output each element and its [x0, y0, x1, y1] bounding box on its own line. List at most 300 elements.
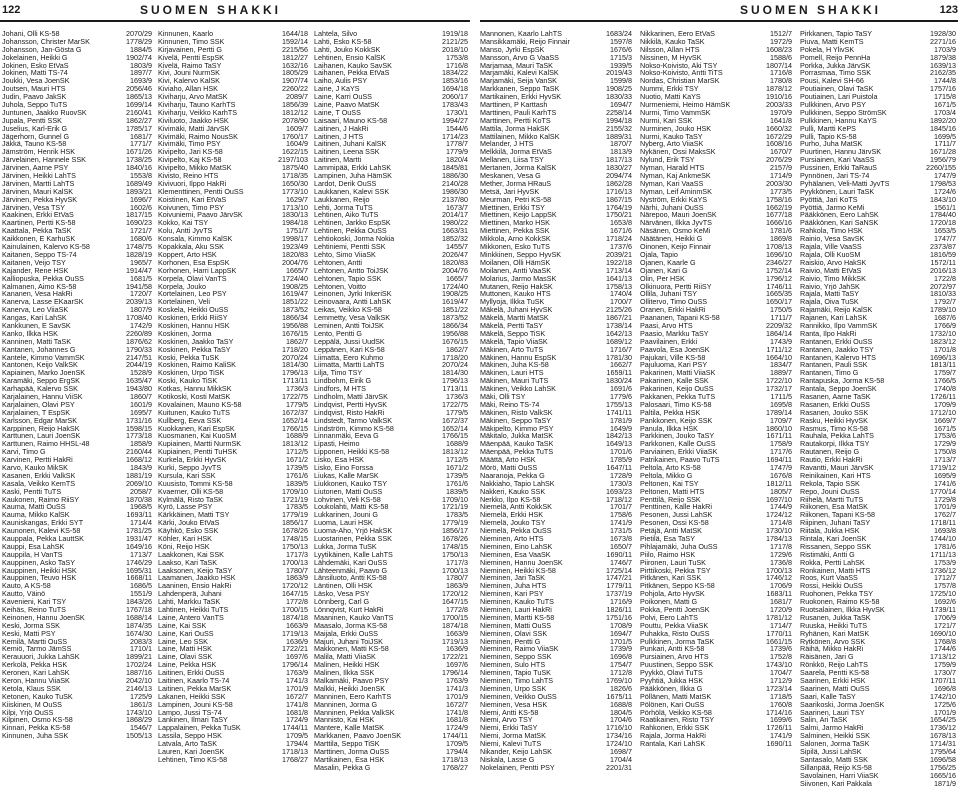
rating-row	[158, 661, 308, 669]
rating-row	[800, 62, 956, 70]
player-name: Pursiainen, Kari VaaSS	[800, 156, 875, 165]
rating-value: 1790/33	[126, 345, 152, 354]
player-name: Pakarinen, Keijo OuSS	[640, 385, 714, 393]
rating-row	[800, 464, 956, 472]
rating-value: 2260/22	[282, 85, 308, 94]
rating-value: 1717/3	[446, 558, 468, 567]
rating-value: 1721/7	[130, 227, 152, 236]
rating-value: 1676/15	[442, 337, 468, 346]
rating-value: 1629/7	[286, 195, 308, 204]
rating-row	[800, 709, 956, 717]
rating-row	[800, 290, 956, 298]
rating-row	[2, 535, 152, 543]
player-name: Olin, Per HSK	[640, 274, 685, 283]
rating-row	[800, 283, 956, 291]
rating-row	[800, 401, 956, 409]
rating-row	[640, 440, 792, 448]
rating-row	[480, 409, 632, 417]
player-name: Kavenieni, Kari TSY	[2, 598, 67, 607]
player-name: Saarinen, Erkki HSK	[800, 677, 866, 685]
rating-value: 1714/16	[766, 708, 792, 717]
rating-value: 1864/14	[766, 329, 792, 338]
rating-value: 1796/12	[766, 274, 792, 283]
rating-value: 2069/10	[126, 479, 152, 488]
rating-row	[800, 117, 956, 125]
rating-row	[158, 693, 308, 701]
player-name: Köhler, Kari HSK	[158, 535, 212, 543]
rating-value: 1718/13	[282, 748, 308, 756]
rating-row	[800, 527, 956, 535]
rating-row	[640, 425, 792, 433]
rating-value: 1747/7	[934, 235, 956, 244]
player-name: Laaksonen, Keijo TaSY	[158, 566, 233, 575]
player-name: Kauppi, Esa LahSK	[2, 542, 65, 551]
rating-value: 1813/9	[610, 148, 632, 157]
rating-value: 1867/15	[606, 195, 632, 204]
player-name: Kivisto, Reino HTS	[158, 172, 219, 180]
rating-value: 1908/25	[282, 282, 308, 291]
rating-value: 1856/17	[282, 519, 308, 528]
rating-row	[480, 46, 632, 54]
rating-row	[2, 117, 152, 125]
rating-value: 1843/26	[126, 598, 152, 607]
rating-column	[314, 30, 468, 772]
rating-value: 2039/21	[606, 250, 632, 259]
rating-value: 1876/62	[126, 337, 152, 346]
player-name: Malkamäki, Paavo PSY	[314, 677, 390, 685]
player-name: Mäkelä, Seppo TiSK	[480, 329, 546, 338]
player-name: Kilpinen, Osmo KS-58	[2, 716, 73, 725]
rating-value: 1743/10	[126, 708, 152, 717]
rating-row	[314, 567, 468, 575]
rating-value: 1712/9	[770, 677, 792, 685]
player-name: Mäenpää, Pekka TuTS	[480, 448, 554, 457]
rating-value: 1711/7	[934, 140, 956, 149]
rating-value: 1743/9	[770, 337, 792, 346]
rating-row	[640, 290, 792, 298]
player-name: Nuotio, Matti KaYS	[640, 93, 701, 102]
rating-value: 1766/9	[934, 321, 956, 330]
rating-row	[640, 567, 792, 575]
player-name: Ruokonen, Raimo KS-58	[800, 598, 880, 607]
player-name: Lehtonen, Antto ToiJSK	[314, 266, 389, 275]
rating-row	[158, 464, 308, 472]
rating-row	[800, 598, 956, 606]
rating-row	[158, 322, 308, 330]
player-name: Karlsson, Edgar MarSK	[2, 416, 78, 425]
player-name: Riikonen, Tapani KS-58	[800, 511, 875, 520]
player-name: Lukka, Jorma TuSK	[314, 542, 377, 551]
rating-value: 1746/12	[766, 574, 792, 583]
rating-row	[314, 709, 468, 717]
player-name: Lönnqvist, Kurt HakRi	[314, 606, 384, 614]
player-name: Pulkkinen, Arvo PSY	[800, 101, 866, 109]
rating-row	[480, 661, 632, 669]
player-name: Jägerhorn, Gunnel G	[2, 132, 70, 141]
player-name: Rasmus, Timo KS-58	[800, 424, 868, 433]
rating-row	[800, 30, 956, 38]
rating-value: 1673/7	[446, 203, 468, 212]
rating-value: 1813/12	[442, 448, 468, 457]
player-name: Muttonen, Kauko HTS	[480, 290, 551, 299]
rating-value: 1862/7	[446, 345, 468, 354]
rating-row	[800, 109, 956, 117]
rating-row	[800, 409, 956, 417]
rating-value: 1696/8	[934, 684, 956, 693]
rating-row	[158, 93, 308, 101]
rating-row	[800, 448, 956, 456]
rating-value: 1874/18	[282, 613, 308, 622]
rating-row	[2, 661, 152, 669]
rating-row	[158, 346, 308, 354]
player-name: Lassila, Seppo HSK	[158, 732, 222, 741]
rating-row	[640, 503, 792, 511]
rating-row	[314, 724, 468, 732]
player-name: Kaakinen, Erkki EtVaS	[2, 211, 74, 220]
player-name: Kylmälä, Risto TaSK	[158, 495, 223, 504]
rating-value: 1740/4	[610, 290, 632, 299]
rating-value: 1741/3	[286, 677, 308, 685]
player-name: Liimatta, Eero Kuhmo	[314, 353, 384, 362]
rating-row	[800, 653, 956, 661]
rating-row	[314, 440, 468, 448]
rating-value: 1663/9	[286, 621, 308, 630]
rating-row	[800, 219, 956, 227]
player-name: Santasalo, Matti SSK	[800, 755, 868, 764]
rating-row	[314, 582, 468, 590]
rating-value: 1696/7	[130, 195, 152, 204]
rating-row	[314, 393, 468, 401]
rating-row	[800, 472, 956, 480]
rating-value: 2014/17	[442, 211, 468, 220]
rating-value: 1812/12	[282, 108, 308, 117]
rating-row	[158, 46, 308, 54]
player-name: Poikonen, Matti G	[640, 598, 698, 607]
rating-row	[2, 62, 152, 70]
player-name: Kullberg, Eeva SSK	[158, 416, 222, 425]
rating-value: 1700/15	[442, 613, 468, 622]
player-name: Pihlajamäki, Juha OuSS	[640, 542, 718, 551]
rating-value: 1729/6	[770, 550, 792, 559]
rating-value: 1701/6	[610, 448, 632, 457]
player-name: Räisänen, Jari G	[800, 653, 854, 662]
rating-value: 1650/7	[610, 542, 632, 551]
rating-row	[480, 448, 632, 456]
rating-row	[800, 385, 956, 393]
rating-row	[480, 567, 632, 575]
player-name: Mäki, Olli TSY	[480, 392, 526, 401]
rating-value: 1826/6	[610, 684, 632, 693]
rating-row	[158, 425, 308, 433]
player-name: Rajala, Oiva TuSK	[800, 298, 859, 307]
rating-value: 1998/17	[282, 235, 308, 244]
right-page	[480, 0, 960, 788]
rating-value: 2070/24	[282, 353, 308, 362]
rating-row	[314, 259, 468, 267]
rating-row	[800, 417, 956, 425]
rating-value: 1779/5	[446, 408, 468, 417]
rating-row	[480, 377, 632, 385]
rating-row	[2, 385, 152, 393]
rating-row	[158, 677, 308, 685]
rating-row	[314, 164, 468, 172]
player-name: Paasi, Arvo HTS	[640, 321, 693, 330]
rating-value: 1736/3	[286, 385, 308, 393]
rating-value: 1676/6	[610, 45, 632, 54]
rating-value: 1718/24	[606, 235, 632, 244]
player-name: Nieminen, Jari TaSK	[480, 574, 545, 583]
rating-value: 1758/16	[766, 195, 792, 204]
player-name: Laine, Matti HSK	[158, 645, 212, 654]
player-name: Mether, Jorma HRauS	[480, 179, 552, 188]
player-name: Leinonen, Jyrki InkeriSK	[314, 290, 392, 299]
rating-row	[158, 756, 308, 764]
player-name: Rönkkö, Reijo LahTS	[800, 661, 868, 670]
player-name: Pitkänen, Kari SSK	[640, 574, 702, 583]
player-name: Nerkko, Ilpo KS-58	[480, 495, 541, 504]
rating-value: 1696/58	[930, 755, 956, 764]
rating-value: 1875/40	[282, 164, 308, 173]
player-name: Marttinen, Pauli KarhTS	[480, 108, 557, 117]
player-name: Jämström, Henrik HSK	[2, 148, 76, 157]
rating-row	[2, 622, 152, 630]
player-name: Lindstedt, Tarmo ValkSK	[314, 416, 393, 425]
rating-value: 1665/7	[286, 266, 308, 275]
player-name: Nokso-Koivisto, Aki TSY	[640, 61, 718, 70]
player-name: Saarikoski, Jorma JoenSK	[800, 700, 885, 709]
rating-value: 1814/30	[282, 361, 308, 370]
player-name: Laitinen, Martti	[314, 156, 362, 165]
player-name: Kurki, Seppo JyvTS	[158, 463, 222, 472]
rating-value: 1873/52	[442, 314, 468, 322]
player-name: Piilo, Raimo HSK	[640, 550, 696, 559]
player-name: Penttilä, Reijo SSK	[640, 495, 701, 504]
rating-row	[2, 330, 152, 338]
rating-value: 1865/13	[126, 93, 152, 102]
rating-row	[640, 46, 792, 54]
rating-row	[314, 401, 468, 409]
rating-value: 1714/4	[130, 519, 152, 528]
player-name: Niemelä, Erkki HSK	[480, 511, 544, 520]
player-name: Kiviharju, Veikko KarhTS	[158, 108, 238, 117]
rating-value: 1902/74	[126, 53, 152, 62]
player-name: Melkkilä, Jorma EtVaS	[480, 148, 552, 157]
rating-row	[800, 748, 956, 756]
player-name: Pousi, Kalevi SH-66	[800, 77, 864, 86]
player-name: Kapiainen, Marko JoenSK	[2, 369, 86, 378]
rating-value: 1546/7	[130, 724, 152, 733]
rating-value: 1704/4	[610, 755, 632, 764]
rating-row	[158, 338, 308, 346]
player-name: Kupiainen, Pentti TuHSK	[158, 448, 238, 457]
player-name: Malila, Matti ViiaSK	[314, 653, 376, 662]
rating-row	[158, 669, 308, 677]
player-name: Laiho, Aulis PSY	[314, 77, 368, 86]
rating-row	[158, 488, 308, 496]
player-name: Raatikainen, Risto TSY	[640, 716, 715, 725]
rating-value: 1759/9	[934, 661, 956, 670]
rating-row	[2, 85, 152, 93]
rating-value: 1660/32	[766, 124, 792, 133]
player-name: Nakkeri, Kauko SSK	[480, 487, 546, 496]
rating-value: 1699/5	[934, 132, 956, 141]
player-name: Lähdemäki, Kari OuSS	[314, 558, 388, 567]
rating-row	[314, 425, 468, 433]
player-name: Meskanen, Vesa G	[480, 172, 541, 180]
rating-value: 1713/11	[442, 385, 468, 393]
rating-row	[314, 432, 468, 440]
player-name: Pomell, Reijo PennHa	[800, 53, 871, 62]
rating-row	[640, 85, 792, 93]
rating-row	[800, 101, 956, 109]
rating-row	[480, 543, 632, 551]
player-name: Laakkonen, Kai SSK	[158, 550, 224, 559]
rating-value: 1695/8	[770, 400, 792, 409]
rating-value: 1649/16	[126, 542, 152, 551]
rating-row	[158, 385, 308, 393]
player-name: Nieminen, Sulo HTS	[480, 661, 546, 670]
rating-value: 1736/3	[446, 392, 468, 401]
rating-row	[640, 346, 792, 354]
player-name: Jokinen, Matti TS-74	[2, 69, 68, 78]
rating-value: 1681/8	[286, 708, 308, 717]
rating-value: 1693/23	[606, 487, 632, 496]
rating-value: 1830/33	[606, 93, 632, 102]
rating-row	[640, 740, 792, 748]
player-name: Jokelainen, Heikki G	[2, 53, 68, 62]
rating-row	[314, 472, 468, 480]
player-name: Pesonen, Ossi KS-58	[640, 519, 709, 528]
player-name: Pakarinen, Matti ViiaSK	[640, 369, 716, 378]
player-name: Salonen, Jorma TaSK	[800, 740, 870, 749]
player-name: Mäkinen, Lauri HTS	[480, 369, 544, 378]
player-name: Kinnunen, Timo SSK	[158, 37, 225, 46]
player-name: Koppert, Arto HSK	[158, 250, 217, 259]
rating-value: 1635/47	[126, 377, 152, 386]
rating-value: 1781/12	[766, 613, 792, 622]
rating-value: 1780/8	[770, 77, 792, 86]
rating-value: 1718/5	[770, 692, 792, 701]
player-name: Kovalainen, Mauno KS-58	[158, 400, 242, 409]
rating-row	[800, 393, 956, 401]
player-name: Nokelainen, Pentti PSY	[480, 763, 555, 772]
rating-value: 2260/155	[926, 164, 956, 173]
rating-value: 2157/9	[770, 164, 792, 173]
rating-value: 1639/13	[930, 61, 956, 70]
rating-row	[158, 306, 308, 314]
player-name: Kärkkäinen, Matti TSY	[158, 511, 230, 520]
rating-row	[640, 77, 792, 85]
rating-row	[2, 685, 152, 693]
rating-value: 1701/9	[934, 503, 956, 512]
rating-value: 1701/7	[610, 503, 632, 512]
rating-row	[480, 496, 632, 504]
rating-row	[314, 740, 468, 748]
rating-value: 1718/11	[930, 519, 956, 528]
rating-row	[158, 432, 308, 440]
rating-value: 1994/18	[606, 116, 632, 125]
player-name: Siivonen, Kari Pakkala	[800, 779, 872, 788]
player-name: Koivunen, Timo PSY	[158, 203, 224, 212]
player-name: Pajukari, Ville KS-58	[640, 353, 706, 362]
player-name: Kivimäki, Matti JärvSK	[158, 124, 230, 133]
rating-value: 2146/13	[126, 684, 152, 693]
rating-row	[314, 598, 468, 606]
player-name: Mäenpää, Kauko TaSK	[480, 440, 554, 449]
player-name: Kanninen, Matti TaSK	[2, 337, 71, 346]
rating-row	[480, 472, 632, 480]
player-name: Rantala, Kari LahSK	[640, 740, 706, 749]
player-name: Pussinen, Erkki TaRauS	[800, 164, 877, 173]
rating-row	[314, 227, 468, 235]
rating-value: 1768/8	[934, 637, 956, 646]
rating-value: 1696/10	[766, 250, 792, 259]
rating-row	[314, 275, 468, 283]
player-name: Kirjavainen, Pertti G	[158, 45, 222, 54]
rating-row	[480, 275, 632, 283]
rating-row	[2, 54, 152, 62]
rating-row	[2, 472, 152, 480]
player-name: Lyytikäinen, Kalle LahTS	[314, 550, 393, 559]
rating-row	[480, 69, 632, 77]
rating-value: 1711/7	[770, 314, 792, 322]
player-name: Pitkänen, Seppo KS-58	[640, 582, 715, 591]
rating-value: 1739/9	[610, 645, 632, 654]
player-name: Ojala, Tapio	[640, 250, 678, 259]
player-name: Karjalainen, Olavi PSY	[2, 400, 75, 409]
player-name: Kiviluoto, Jaakko HSK	[158, 116, 229, 125]
player-name: Kiviharju, Arvo MatSK	[158, 93, 228, 102]
rating-row	[158, 448, 308, 456]
rating-value: 1750/21	[606, 211, 632, 220]
rating-value: 1704/6	[610, 716, 632, 725]
rating-value: 1752/14	[766, 266, 792, 275]
rating-row	[640, 354, 792, 362]
rating-value: 1730/7	[934, 669, 956, 678]
rating-value: 1889/31	[606, 132, 632, 141]
player-name: Kauma, Matti OuSS	[2, 503, 66, 512]
rating-value: 1719/13	[282, 629, 308, 638]
rating-row	[480, 322, 632, 330]
player-name: Nieminen, Urpo SSK	[480, 684, 547, 693]
player-name: Miettinen, Marko HSK	[480, 219, 550, 228]
player-name: Koskinen, Jaakko TaSY	[158, 337, 234, 346]
player-name: Puhakka, Risto OuSS	[640, 629, 710, 638]
rating-column	[158, 30, 308, 764]
player-name: Lahti, Markku TaSK	[158, 598, 221, 607]
rating-row	[158, 685, 308, 693]
player-name: Karppinen, Reijo HakSK	[2, 424, 80, 433]
rating-row	[640, 211, 792, 219]
rating-row	[640, 590, 792, 598]
rating-row	[640, 598, 792, 606]
rating-row	[314, 543, 468, 551]
player-name: Kokko, Kai TSY	[158, 219, 209, 228]
rating-row	[800, 354, 956, 362]
player-name: Pääkkönen, Eero LahSK	[800, 211, 879, 220]
rating-row	[2, 425, 152, 433]
rating-value: 1736/8	[770, 558, 792, 567]
rating-value: 1863/9	[446, 582, 468, 591]
rating-row	[2, 677, 152, 685]
player-name: Rantanen, Jaakko TSY	[800, 345, 874, 354]
rating-value: 1753/6	[934, 432, 956, 441]
rating-row	[158, 732, 308, 740]
player-name: Nieminen, Eino LahSK	[480, 542, 553, 551]
rating-value: 1994/27	[442, 116, 468, 125]
rating-value: 1747/9	[770, 463, 792, 472]
rating-value: 1455/7	[446, 243, 468, 251]
